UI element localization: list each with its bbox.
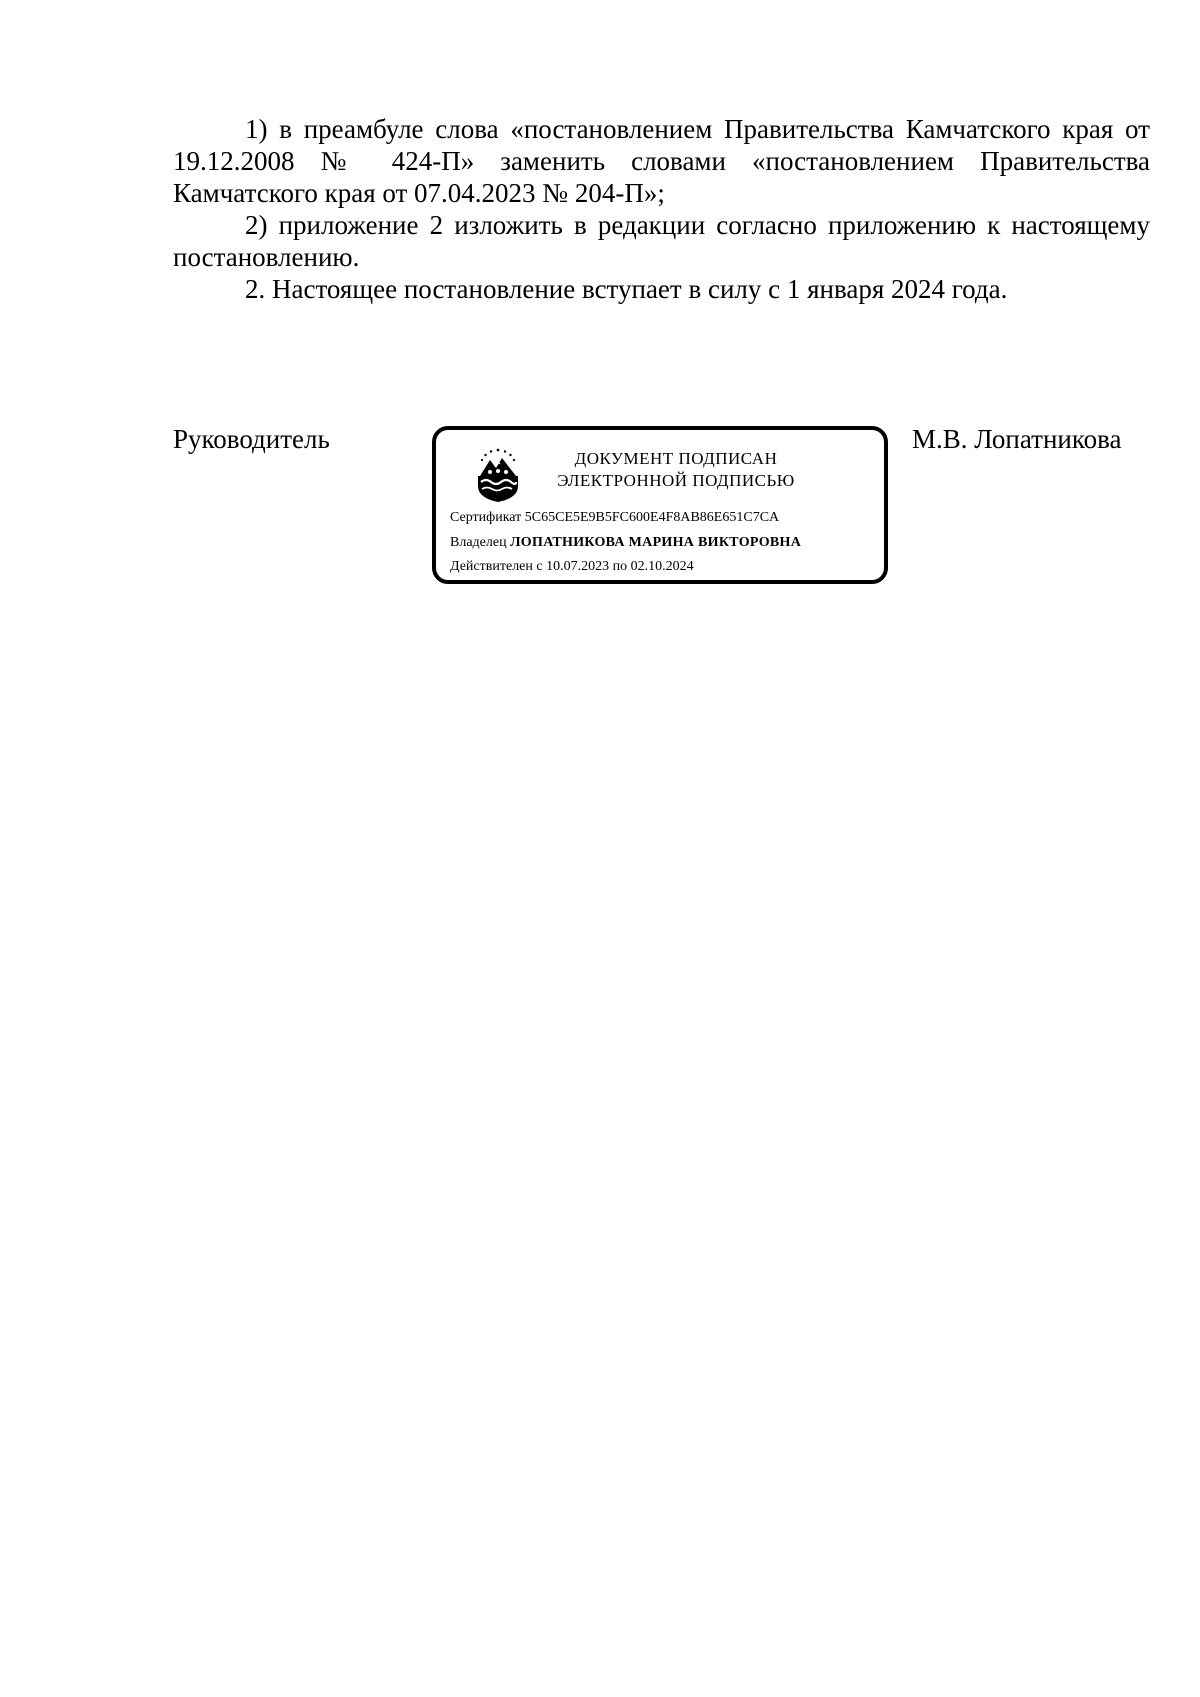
- paragraph-preamble-amendment: 1) в преамбуле слова «постановлением Правительства Камчатского края от 19.12.2008 № 424-П» заменить словами «постановлением Правительства Камчатского края от 07.04.2023 № 204-П»;: [173, 114, 1150, 208]
- owner-label: Владелец: [450, 535, 507, 550]
- stamp-heading-line-1: ДОКУМЕНТ ПОДПИСАН: [574, 449, 778, 468]
- stamp-certificate-line: [450, 509, 779, 527]
- certificate-value: 5C65CE5E9B5FC600E4F8AB86E651C7CA: [524, 510, 780, 525]
- valid-to-label: по: [612, 559, 628, 574]
- document-body: [173, 113, 1150, 305]
- stamp-owner-line: [450, 534, 801, 552]
- signatory-name: М.В. Лопатникова: [912, 424, 1122, 454]
- coat-of-arms-icon: [472, 446, 524, 504]
- signatory-position: Руководитель: [173, 424, 330, 454]
- valid-from-date: 10.07.2023: [546, 559, 610, 574]
- stamp-heading-line-2: ЭЛЕКТРОННОЙ ПОДПИСЬЮ: [557, 471, 795, 490]
- paragraph-appendix-amendment: 2) приложение 2 изложить в редакции согласно приложению к настоящему постановлению.: [173, 210, 1150, 272]
- owner-value: ЛОПАТНИКОВА МАРИНА ВИКТОРОВНА: [510, 535, 802, 550]
- stamp-validity-line: [450, 558, 694, 576]
- valid-to-date: 02.10.2024: [630, 559, 694, 574]
- valid-from-label: с: [536, 559, 543, 574]
- certificate-label: Сертификат: [450, 510, 522, 525]
- valid-label: Действителен: [450, 559, 533, 574]
- stamp-heading: [536, 448, 816, 492]
- electronic-signature-stamp: [432, 426, 888, 584]
- paragraph-effective-date: 2. Настоящее постановление вступает в силу с 1 января 2024 года.: [245, 274, 1008, 304]
